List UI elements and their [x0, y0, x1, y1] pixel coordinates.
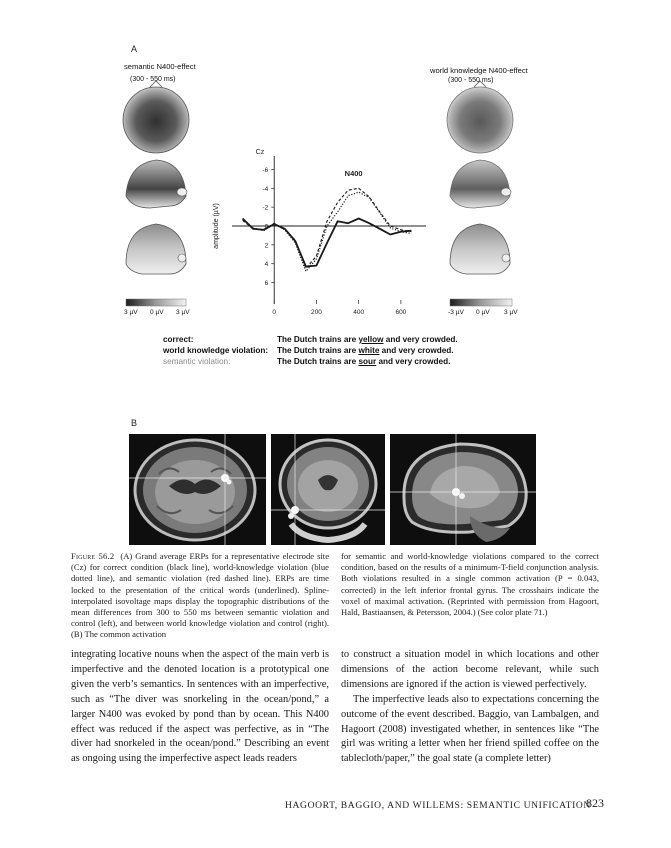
body-paragraph-right-2: The imperfective leads also to expectations concerning the outcome of the event described. Baggio, van Lambalgen, and Hagoort (2008) investigated whether, in sentences like “The girl was writing a letter when her friend spilled coffee on the tablecloth/paper,” the goal state (a complete letter) [341, 693, 599, 765]
sentence-label-world: world knowledge violation: [163, 346, 269, 355]
body-column-right [341, 648, 599, 767]
body-paragraph-left: integrating locative nouns when the aspect of the main verb is imperfective and the denoted location is a prototypical one given the verb’s semantics. In sentences with an imperfective, such as “The diver was snorkeling in the ocean/pond,” a larger N400 was evoked by pond than by ocean. This N400 effect was reduced if the aspect was perfective, as in “The diver had snorkeled in the ocean/pond.” Describing an event as ongoing using the imperfective aspect leads readers [71, 649, 329, 765]
left-head-side [126, 160, 187, 208]
sentence-semantic: The Dutch trains are sour and very crowded. [277, 357, 451, 366]
right-head-side [450, 160, 511, 208]
right-head-top [447, 81, 513, 153]
erp-y-tick-label: 4 [264, 261, 269, 269]
caption-left-text: (A) Grand average ERPs for a representative electrode site (Cz) for correct condition (black line), world-knowledge violation (blue dotted line), and semantic violation (red dashed line). ERPs are time locked to the presentation of the critical words (underlined). Spline-interpolated isovoltage maps display the topographic distributions of the mean differences from 300 to 550 ms between semantic violation and control (left), and between world knowledge violation and control (right). (B) The common activation [71, 551, 330, 640]
left-head-back [126, 224, 186, 274]
erp-plot [213, 149, 426, 316]
running-head: HAGOORT, BAGGIO, AND WILLEMS: SEMANTIC UNIFICATION [285, 800, 591, 811]
erp-y-tick-label: 0 [264, 223, 269, 231]
erp-y-tick-label: -4 [262, 185, 269, 193]
left-scale-label-1: 3 µV [124, 309, 138, 316]
page-number: 823 [586, 796, 604, 810]
left-effect-window: (300 - 550 ms) [130, 76, 176, 83]
erp-y-tick-label: 2 [264, 242, 269, 250]
sentence-label-correct: correct: [163, 335, 194, 344]
mri-axial-slice [129, 434, 266, 545]
right-color-scale [450, 299, 512, 306]
figure-label: Figure 56.2 [71, 551, 115, 561]
mri-sagittal-slice [390, 434, 536, 545]
panel-letter-a: A [131, 44, 138, 54]
left-color-scale [126, 299, 186, 306]
body-column-left [71, 648, 329, 767]
erp-y-tick-label: -6 [262, 166, 269, 174]
right-effect-window: (300 - 550 ms) [448, 77, 494, 84]
sentence-correct: The Dutch trains are yellow and very crowded. [277, 335, 458, 344]
erp-x-tick-label: 400 [353, 309, 365, 316]
erp-x-tick-label: 200 [311, 309, 322, 316]
panel-letter-b: B [131, 418, 138, 428]
sentence-label-semantic: semantic violation: [163, 357, 231, 366]
electrode-label: Cz [255, 149, 265, 156]
right-head-back [450, 224, 510, 274]
right-effect-title: world knowledge N400-effect [430, 66, 528, 75]
figure-caption-right: for semantic and world-knowledge violations compared to the correct condition, based on the results of a minimum-T-field conjunction analysis. Both violations resulted in a single common activation (P = 0.043, corrected) in the left inferior frontal gyrus. The crosshairs indicate the voxel of maximal activation. (Reprinted with permission from Hagoort, Hald, Bastiaansen, & Petersson, 2004.) (See color plate 71.) [341, 551, 599, 618]
mri-panels [129, 434, 536, 545]
left-head-top [123, 81, 189, 153]
left-scale-label-2: 0 µV [150, 309, 164, 316]
right-scale-label-1: -3 µV [448, 309, 464, 316]
erp-x-tick-label: 0 [272, 309, 277, 316]
right-scale-label-3: 3 µV [504, 309, 518, 316]
left-scale-label-3: 3 µV [176, 309, 190, 316]
erp-y-label: amplitude (µV) [213, 203, 220, 249]
erp-y-tick-label: -2 [262, 204, 269, 212]
left-effect-title: semantic N400-effect [124, 62, 196, 71]
right-scale-label-2: 0 µV [476, 309, 490, 316]
sentence-world: The Dutch trains are white and very crowded. [277, 346, 454, 355]
n400-label: N400 [344, 169, 363, 179]
mri-coronal-slice [271, 434, 385, 545]
erp-x-tick-label: 600 [395, 309, 407, 316]
figure-caption-left [71, 551, 329, 641]
erp-y-tick-label: 6 [264, 280, 269, 288]
body-paragraph-right-1: to construct a situation model in which locations and other dimensions of the action become relevant, while such dimensions are ignored if the action is viewed perfectively. [341, 649, 599, 690]
